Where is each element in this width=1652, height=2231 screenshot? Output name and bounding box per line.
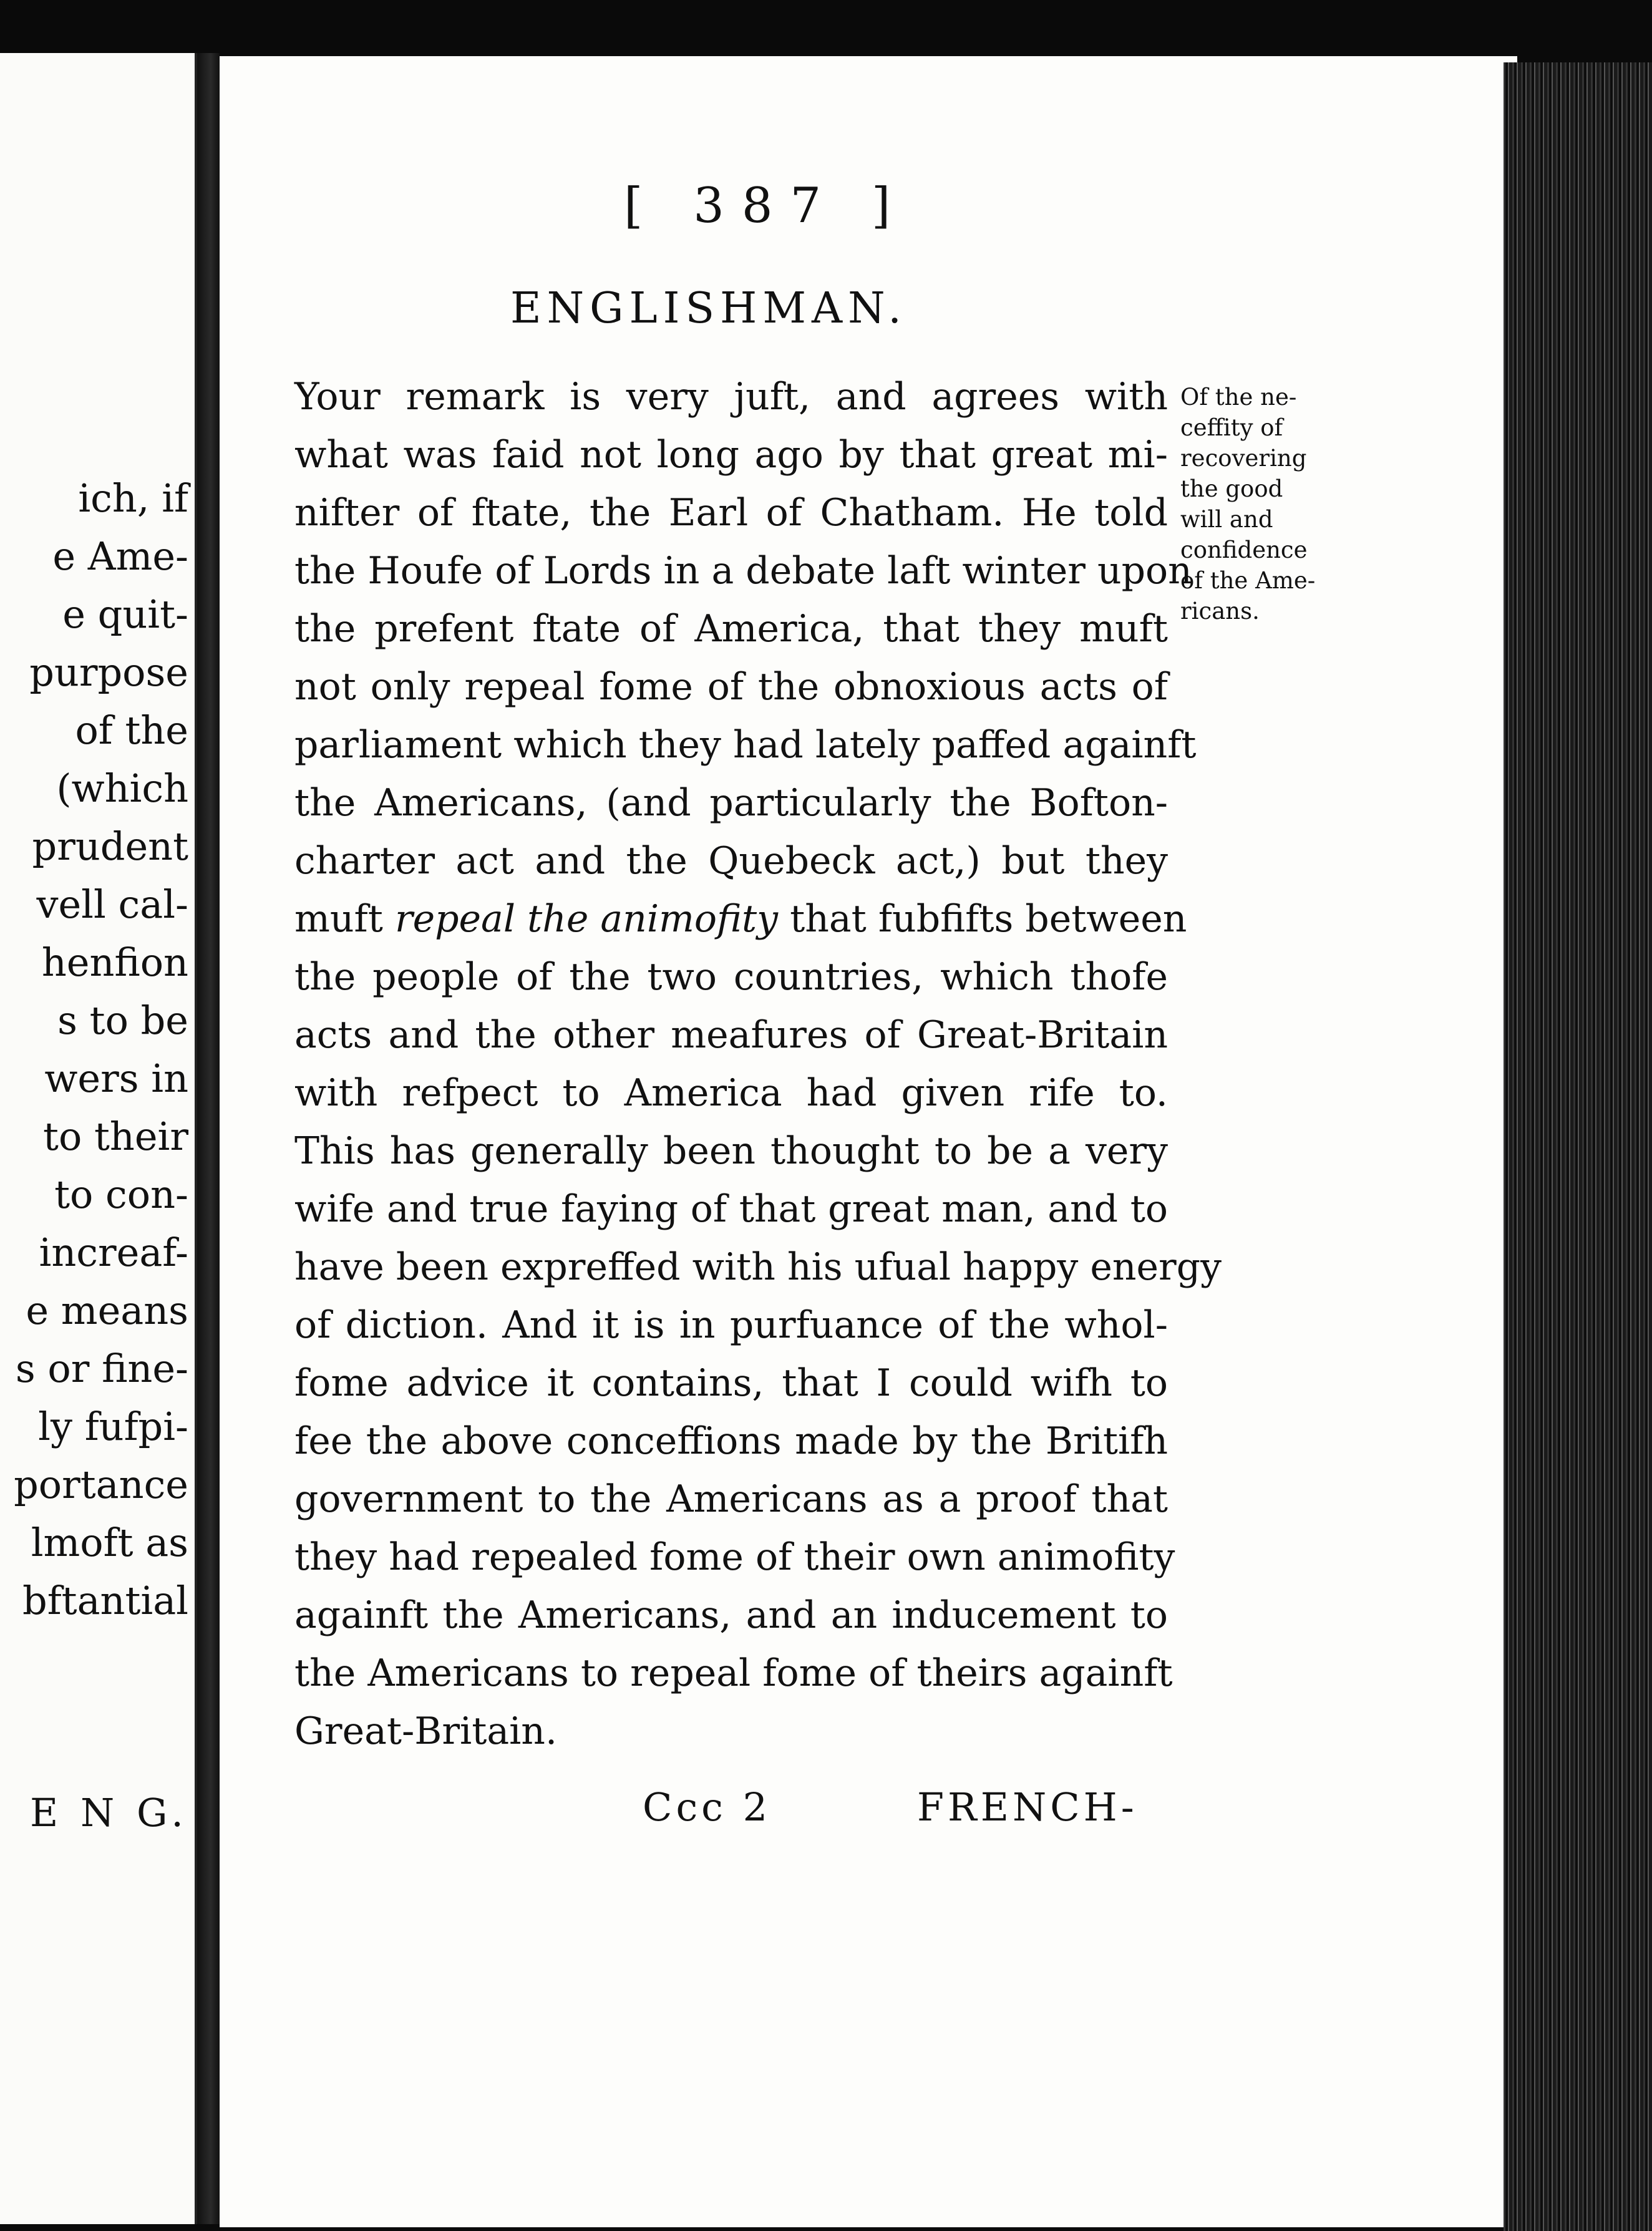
marginal-note-line: Of the ne- bbox=[1180, 384, 1297, 411]
text-line: againft the Americans, and an inducement to bbox=[294, 1593, 1168, 1637]
left-page-fragment: to their bbox=[43, 1114, 188, 1159]
text-segment: that fubfifts between bbox=[790, 897, 1187, 941]
text-line: with refpect to America had given rife to. bbox=[294, 1071, 1168, 1115]
left-page-fragment: (which bbox=[56, 766, 188, 811]
marginal-note-line: confidence bbox=[1180, 537, 1308, 563]
left-page-fragment: bftantial bbox=[22, 1578, 188, 1623]
left-page-fragment: e quit- bbox=[62, 591, 188, 637]
left-page-fragment: to con- bbox=[54, 1172, 188, 1217]
left-page-fragment: ly fufpi- bbox=[38, 1404, 188, 1449]
marginal-note-line: ceffity of bbox=[1180, 414, 1283, 441]
italic-phrase: repeal the animofity bbox=[394, 897, 779, 941]
text-line: the prefent ftate of America, that they muft bbox=[294, 607, 1168, 651]
text-line: the Americans to repeal fome of theirs againft bbox=[294, 1651, 1173, 1695]
left-page-fragment: ich, if bbox=[78, 475, 188, 521]
text-line: nifter of ftate, the Earl of Chatham. He told bbox=[294, 491, 1168, 535]
left-page-fragment: portance bbox=[14, 1462, 188, 1507]
left-page-fragment: prudent bbox=[32, 824, 188, 869]
left-page-fragment: purpose bbox=[29, 649, 188, 695]
left-page-fragment: vell cal- bbox=[36, 882, 188, 927]
signature-mark: Ccc 2 bbox=[643, 1784, 772, 1830]
text-line: Great-Britain. bbox=[294, 1709, 558, 1753]
marginal-note bbox=[1180, 382, 1336, 626]
body-text bbox=[294, 368, 1222, 1761]
left-page-catchword: E N G. bbox=[30, 1790, 188, 1835]
marginal-note-line: recovering bbox=[1180, 445, 1307, 472]
left-page-fragment: s to be bbox=[57, 998, 188, 1043]
text-line: This has generally been thought to be a very bbox=[294, 1129, 1168, 1173]
speaker-heading: ENGLISHMAN. bbox=[510, 284, 907, 333]
marginal-note-line: ricans. bbox=[1180, 598, 1260, 625]
page-edges bbox=[1504, 62, 1652, 2231]
text-line: have been expreffed with his ufual happy energy bbox=[294, 1245, 1222, 1289]
left-page-fragment: s or fine- bbox=[15, 1346, 188, 1391]
catchword: FRENCH- bbox=[917, 1784, 1138, 1830]
text-line: the people of the two countries, which thofe bbox=[294, 955, 1168, 999]
marginal-note-line: of the Ame- bbox=[1180, 567, 1316, 594]
text-line: the Houfe of Lords in a debate laft winter upon bbox=[294, 549, 1192, 593]
left-page-fragment: henfion bbox=[41, 940, 188, 985]
left-page-fragment: increaf- bbox=[39, 1230, 188, 1275]
text-line-mixed bbox=[294, 890, 1187, 948]
text-line: the Americans, (and particularly the Bofton- bbox=[294, 781, 1168, 825]
book-gutter bbox=[197, 53, 220, 2224]
text-line: they had repealed fome of their own animofity bbox=[294, 1535, 1175, 1579]
page-number: [ 387 ] bbox=[624, 178, 908, 234]
text-line: of diction. And it is in purfuance of the whol- bbox=[294, 1303, 1168, 1347]
text-line: not only repeal fome of the obnoxious acts of bbox=[294, 665, 1168, 709]
marginal-note-line: the good bbox=[1180, 475, 1283, 502]
text-line: acts and the other meafures of Great-Britain bbox=[294, 1013, 1168, 1057]
marginal-note-line: will and bbox=[1180, 506, 1273, 533]
left-page-fragment: wers in bbox=[44, 1056, 188, 1101]
text-line: what was faid not long ago by that great mi- bbox=[294, 433, 1168, 477]
text-line: parliament which they had lately paffed againft bbox=[294, 723, 1197, 767]
left-page-fragment: lmoft as bbox=[31, 1520, 188, 1565]
left-page-fragment: e means bbox=[26, 1288, 188, 1333]
left-page bbox=[0, 53, 197, 2224]
left-page-fragment: of the bbox=[75, 707, 188, 753]
text-line: fome advice it contains, that I could wifh to bbox=[294, 1361, 1168, 1405]
text-line: government to the Americans as a proof that bbox=[294, 1477, 1168, 1521]
text-line: wife and true faying of that great man, and to bbox=[294, 1187, 1168, 1231]
text-line: Your remark is very juft, and agrees with bbox=[294, 375, 1168, 419]
text-segment: muft bbox=[294, 897, 383, 941]
text-line: fee the above conceffions made by the Britifh bbox=[294, 1419, 1168, 1463]
text-line: charter act and the Quebeck act,) but they bbox=[294, 839, 1168, 883]
left-page-fragment: e Ame- bbox=[52, 533, 188, 579]
